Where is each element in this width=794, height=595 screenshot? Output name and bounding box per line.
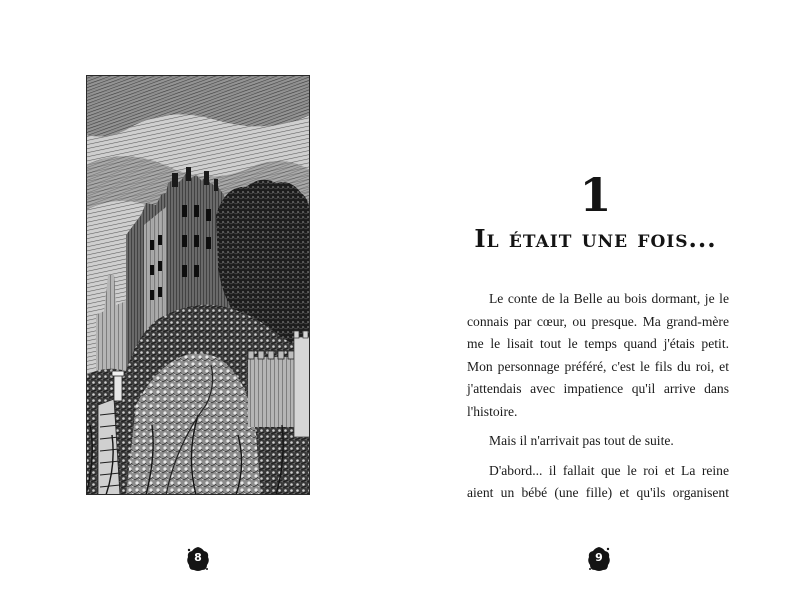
paragraph: Mais il n'arrivait pas tout de suite. (489, 433, 674, 448)
right-page (397, 0, 794, 595)
castle-engraving-illustration (86, 75, 310, 495)
page-number-left: 8 (194, 551, 202, 564)
chapter-number: 1 (579, 168, 612, 222)
page-number-ornament-right (587, 546, 611, 572)
page-number-ornament-left (186, 546, 210, 572)
chapter-body-text (467, 288, 729, 512)
paragraph: Le conte de la Belle au bois dormant, je le connais par cœur, ou presque. Ma grand-mère me le lisait tout le temps quand j'étais petit. Mon personnage préféré, c'est le fils du roi, et j'attendais avec impatience qu'il arrive dans l'histoire. (467, 291, 729, 419)
engraving-castle-icon (86, 75, 310, 495)
page-number-right: 9 (595, 551, 603, 564)
paragraph: D'abord... il fallait que le roi et La reine aient un bébé (une fille) et qu'ils organisent (467, 462, 729, 500)
chapter-title: Il était une fois... (474, 224, 717, 253)
